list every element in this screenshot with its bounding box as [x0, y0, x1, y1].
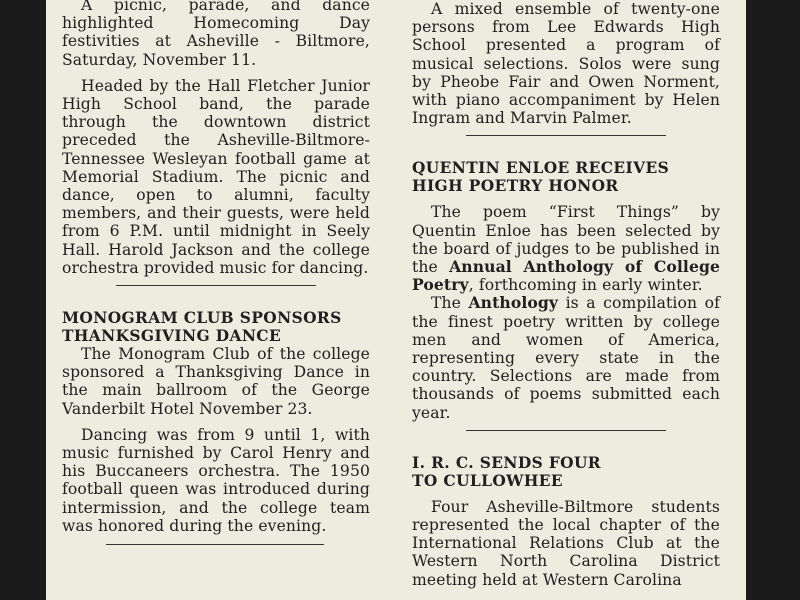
irc-paragraph: Four Asheville-Biltmore students represented the local chapter of the International Relations Club at the Western North Carolina District meeting held at Western Carolina — [412, 497, 720, 589]
homecoming-paragraph-2: Headed by the Hall Fletcher Junior High School band, the parade through the downtown district preceded the Asheville-Biltmore-Tennessee Wesleyan football game at Memorial Stadium. The picnic and dance, open to alumni, faculty members, and their guests, were held from 6 P.M. until midnight in Seely Hall. Harold Jackson and the college orchestra provided music for dancing. — [62, 76, 370, 277]
headline-line: MONOGRAM CLUB SPONSORS — [62, 309, 342, 328]
right-column — [412, 0, 720, 589]
article-divider — [106, 544, 324, 545]
monogram-paragraph-2: Dancing was from 9 until 1, with music furnished by Carol Henry and his Buccaneers orchestra. The 1950 football queen was introduced during intermission, and the college team was honored during the evening. — [62, 425, 370, 535]
headline-line: QUENTIN ENLOE RECEIVES — [412, 159, 670, 178]
text-run: The poem “First Things” by Quentin Enloe has been selected by the board of judges to be published in the — [412, 203, 720, 277]
headline-quentin-enloe — [412, 159, 720, 195]
homecoming-paragraph-1: A picnic, parade, and dance highlighted Homecoming Day festivities at Asheville - Biltmore, Saturday, November 11. — [62, 0, 370, 69]
headline-line: HIGH POETRY HONOR — [412, 177, 619, 196]
text-run: , forthcoming in early winter. — [468, 276, 703, 295]
text-run: is a compilation of the finest poetry written by college men and women of America, representing every state in the country. Selections are made from thousands of poems submitted each year. — [412, 294, 720, 422]
article-divider — [466, 135, 666, 136]
article-divider — [466, 430, 666, 431]
poetry-paragraph-2 — [412, 294, 720, 421]
newspaper-page — [46, 0, 746, 600]
headline-line: THANKSGIVING DANCE — [62, 327, 282, 346]
headline-line: I. R. C. SENDS FOUR — [412, 453, 601, 472]
headline-monogram-club — [62, 309, 370, 345]
poetry-paragraph-1 — [412, 203, 720, 294]
ensemble-paragraph: A mixed ensemble of twenty-one persons from Lee Edwards High School presented a program of musical selections. Solos were sung by Pheobe Fair and Owen Norment, with piano accompaniment by Helen Ingram and Marvin Palmer. — [412, 0, 720, 128]
left-column — [62, 0, 370, 545]
anthology-title: Anthology — [468, 293, 559, 313]
monogram-paragraph-1: The Monogram Club of the college sponsored a Thanksgiving Dance in the main ballroom of the George Vanderbilt Hotel November 23. — [62, 345, 370, 418]
text-run: The — [431, 294, 469, 313]
article-divider — [116, 285, 316, 286]
headline-irc — [412, 454, 720, 490]
headline-line: TO CULLOWHEE — [412, 471, 564, 490]
anthology-title: Annual Anthology of College Poetry — [412, 257, 720, 295]
